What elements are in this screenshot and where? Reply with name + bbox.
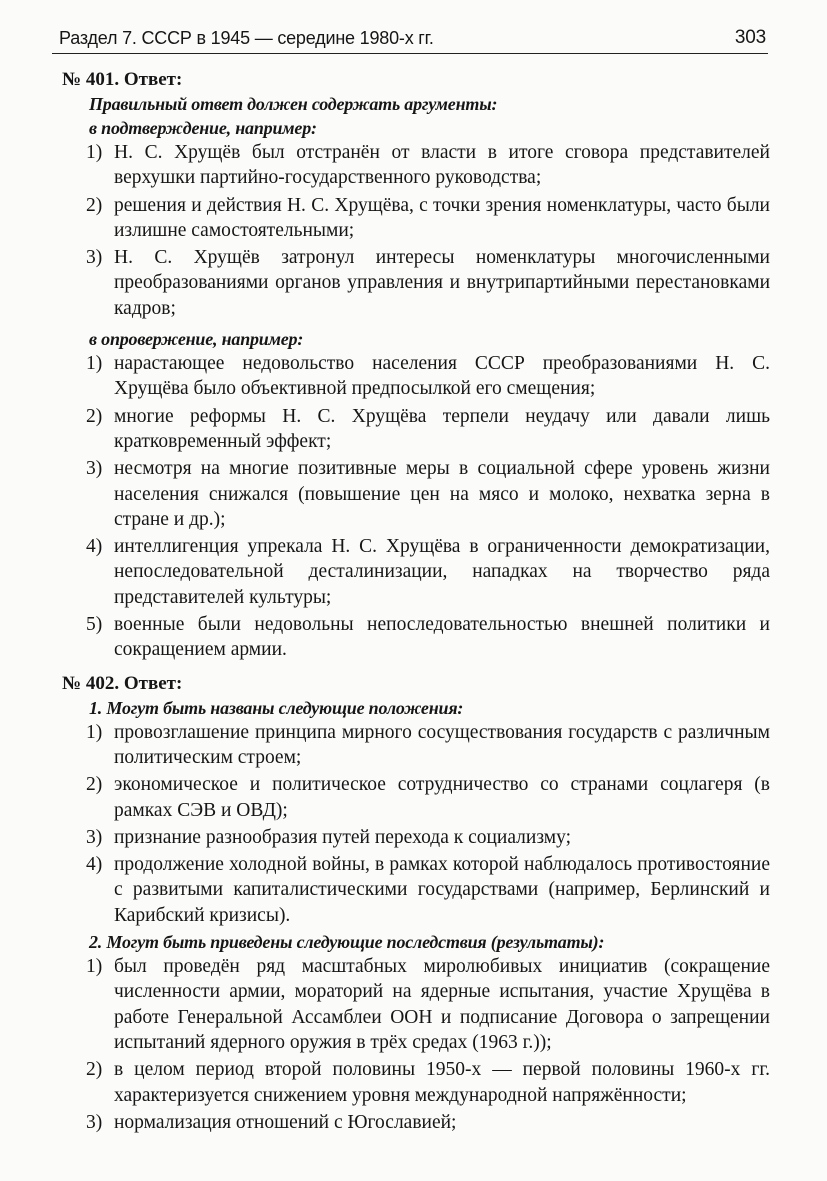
list-item: 5) военные были недовольны непоследовательностью внешней политики и сокращением армии. [86, 614, 770, 661]
list-item: 3) несмотря на многие позитивные меры в социальной сфере уровень жизни населения снижался (повышение цен на мясо и молоко, нехватка зерна в стране и др.); [86, 458, 770, 530]
answer-401-title: № 401. Ответ: [62, 69, 183, 90]
list-item: 2) решения и действия Н. С. Хрущёва, с точки зрения номенклатуры, часто были излишне самостоятельными; [86, 194, 770, 241]
running-header [52, 27, 768, 54]
list-item: 4) продолжение холодной войны, в рамках которой наблюдалось противостояние с развитыми капиталистическими государствами (например, Берлинский и Карибский кризисы). [86, 854, 770, 926]
part2-list [62, 954, 770, 1135]
list-item: 2) многие реформы Н. С. Хрущёва терпели неудачу или давали лишь кратковременный эффект; [86, 405, 770, 452]
confirm-label: в подтверждение, например: [89, 118, 317, 138]
refute-label: в опровержение, например: [89, 329, 304, 350]
section-title: Раздел 7. СССР в 1945 — середине 1980-х гг. [59, 28, 434, 48]
list-item: 1) провозглашение принципа мирного сосуществования государств с различным политическим строем; [86, 721, 770, 768]
list-item: 3) Н. С. Хрущёв затронул интересы номенклатуры многочисленными преобразованиями органов управления и внутрипартийными перестановками кадров; [86, 247, 770, 319]
part1-label: 1. Могут быть названы следующие положения: [89, 697, 464, 718]
list-item: 3) признание разнообразия путей перехода к социализму; [86, 826, 572, 848]
list-item: 2) экономическое и политическое сотрудничество со странами соцлагеря (в рамках СЭВ и ОВД); [86, 774, 770, 821]
refute-list [62, 351, 770, 663]
page-content [62, 68, 770, 1137]
list-item: 1) был проведён ряд масштабных миролюбивых инициатив (сокращение численности армии, мораторий на ядерные испытания, участие Хрущёва в работе Генеральной Ассамблеи ООН и подписание Договора о запрещении испытаний ядерного оружия в трёх средах (1963 г.)); [86, 956, 770, 1053]
list-item: 2) в целом период второй половины 1950-х — первой половины 1960-х гг. характеризуется снижением уровня международной напряжённости; [86, 1059, 770, 1106]
answer-402-title: № 402. Ответ: [62, 672, 183, 694]
page-number: 303 [734, 27, 766, 48]
confirm-list [62, 140, 770, 321]
part1-list [62, 720, 770, 928]
answer-401-intro: Правильный ответ должен содержать аргументы: [89, 94, 498, 114]
part2-label: 2. Могут быть приведены следующие последствия (результаты): [89, 932, 605, 953]
list-item: 1) нарастающее недовольство населения СССР преобразованиями Н. С. Хрущёва было объективной предпосылкой его смещения; [86, 353, 770, 400]
list-item: 4) интеллигенция упрекала Н. С. Хрущёва в ограниченности демократизации, непоследовательной десталинизации, нападках на творчество ряда представителей культуры; [86, 536, 770, 608]
list-item: 3) нормализация отношений с Югославией; [86, 1111, 457, 1133]
list-item: 1) Н. С. Хрущёв был отстранён от власти в итоге сговора представителей верхушки партийно-государственного руководства; [86, 142, 770, 189]
